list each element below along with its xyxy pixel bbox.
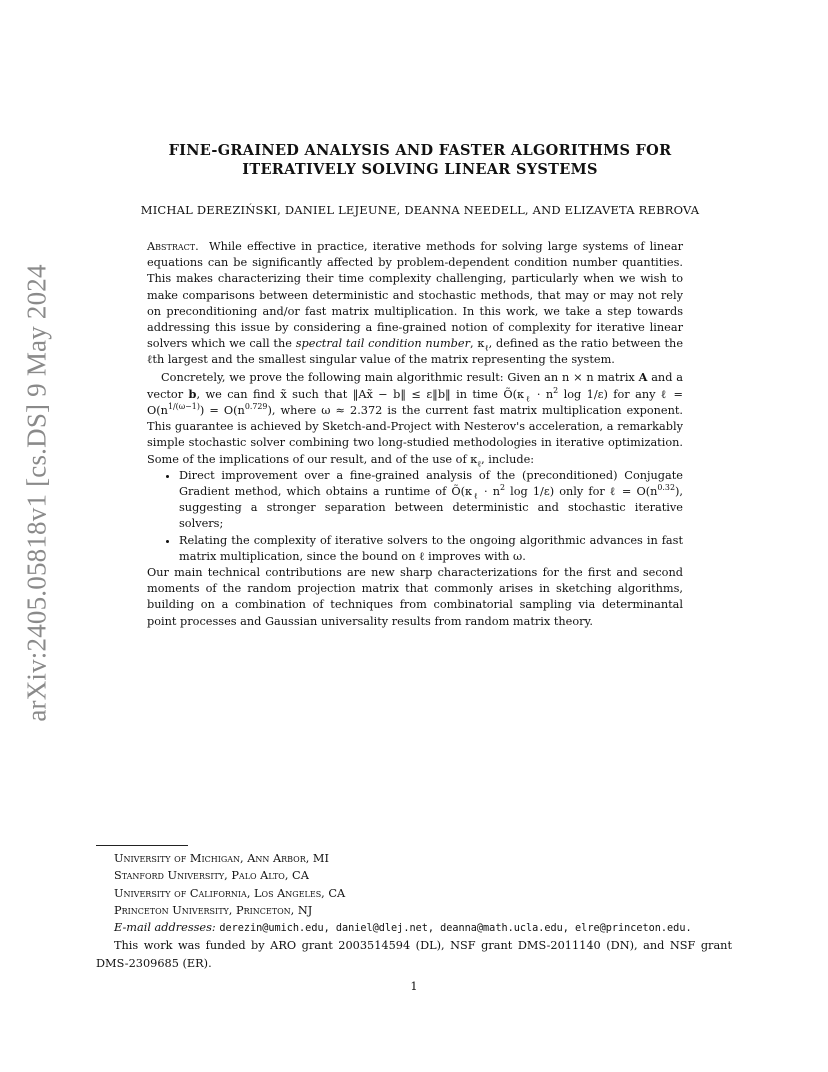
list-item [179, 468, 683, 533]
affiliation-2: Stanford University, Palo Alto, CA [114, 869, 309, 883]
math-subscript: ℓ [472, 491, 479, 501]
footnotes [96, 850, 732, 972]
author-list: MICHAL DEREZIŃSKI, DANIEL LEJEUNE, DEANNA NEEDELL, AND ELIZAVETA REBROVA [140, 203, 700, 217]
abstract-label: Abstract. [147, 240, 199, 253]
title-line-1: FINE-GRAINED ANALYSIS AND FASTER ALGORITHMS FOR [168, 142, 672, 159]
list-item-text: ), suggesting a stronger separation between deterministic and stochastic iterative solvers; [179, 485, 683, 531]
arxiv-side-stamp [20, 258, 54, 728]
arxiv-identifier: arXiv:2405.05818v1 [cs.DS] 9 May 2024 [21, 264, 52, 722]
affiliation-1: University of Michigan, Ann Arbor, MI [114, 852, 329, 865]
math-bold: A [638, 369, 648, 384]
email-addresses [96, 919, 732, 937]
math-superscript: 1/(ω−1) [167, 402, 200, 412]
math-bold: b [188, 386, 197, 401]
list-item-text: log 1/ε) only for ℓ = O(n [505, 485, 658, 499]
math-superscript: 0.729 [244, 402, 268, 412]
abstract-text: , include: [481, 452, 535, 466]
page-number: 1 [410, 980, 418, 993]
abstract-text: and a vector [147, 370, 683, 401]
abstract-text: ), where ω ≈ 2.372 is the current fast matrix multiplication exponent. This guarantee is achieved by Sketch-and-Project with Nesterov's acceleration, a remarkably simple stochastic solver combining two long-studied methodologies in iterative optimization. Some of the implications of our result, and of the use of κ [147, 404, 684, 466]
abstract-text: ) = O(n [199, 404, 245, 418]
abstract-text: · n [531, 387, 554, 401]
defined-term: spectral tail condition number [295, 337, 470, 351]
abstract-text: While effective in practice, iterative methods for solving large systems of linear equations can be significantly affected by problem-dependent condition number quantities. This makes characterizing their time complexity challenging, particularly when we wish to make comparisons between deterministic and stochastic methods, that may or may not rely on preconditioning and/or fast matrix multiplication. In this work, we take a step towards addressing this issue by considering a fine-grained notion of complexity for iterative linear solvers which we call the [147, 240, 683, 351]
math-subscript: ℓ [524, 394, 532, 404]
affiliation-3: University of California, Los Angeles, CA [114, 886, 346, 900]
math-superscript: 0.32 [657, 483, 675, 493]
list-item-text: Direct improvement over a fine-grained analysis of the (preconditioned) Conjugate Gradient method, which obtains a runtime of Õ(κ [179, 468, 683, 499]
abstract-paragraph-3: Our main technical contributions are new sharp characterizations for the first and second moments of the random projection matrix that commonly arises in sketching algorithms, building on a combination of techniques from combinatorial sampling via determinantal point processes and Gaussian universality results from random matrix theory. [147, 566, 683, 628]
math-subscript: ℓ [484, 343, 489, 353]
email-list: derezin@umich.edu, daniel@dlej.net, deanna@math.ucla.edu, elre@princeton.edu. [219, 923, 692, 935]
abstract-paragraph-2 [147, 369, 683, 468]
title-line-2: ITERATIVELY SOLVING LINEAR SYSTEMS [242, 161, 598, 178]
list-item: • Relating the complexity of iterative solvers to the ongoing algorithmic advances in fast matrix multiplication, since the bound on ℓ improves with ω. [179, 533, 683, 565]
math-superscript: 2 [553, 386, 559, 396]
footnote-divider [96, 845, 188, 846]
email-label: E-mail addresses: [114, 921, 216, 935]
affiliation-4: Princeton University, Princeton, NJ [114, 903, 313, 917]
abstract-text: , defined as the ratio between the ℓth largest and the smallest singular value of the matrix representing the system. [147, 337, 683, 367]
paper-title [100, 141, 740, 179]
abstract [147, 239, 683, 630]
math-superscript: 2 [500, 483, 506, 493]
abstract-text: log 1/ε) for any ℓ = O(n [147, 387, 683, 418]
abstract-text: Concretely, we prove the following main algorithmic result: Given an n × n matrix [161, 370, 639, 384]
funding-note: This work was funded by ARO grant 2003514594 (DL), NSF grant DMS-2011140 (DN), and NSF grant DMS-2309685 (ER). [96, 939, 732, 970]
abstract-text: , κ [470, 337, 485, 351]
abstract-text: , we can find x̃ such that ‖Ax̃ − b‖ ≤ ε‖b‖ in time Õ(κ [196, 387, 525, 401]
implications-list [147, 468, 683, 565]
abstract-paragraph-1 [147, 239, 683, 369]
math-subscript: ℓ [477, 458, 482, 468]
list-item-text: · n [478, 485, 500, 499]
